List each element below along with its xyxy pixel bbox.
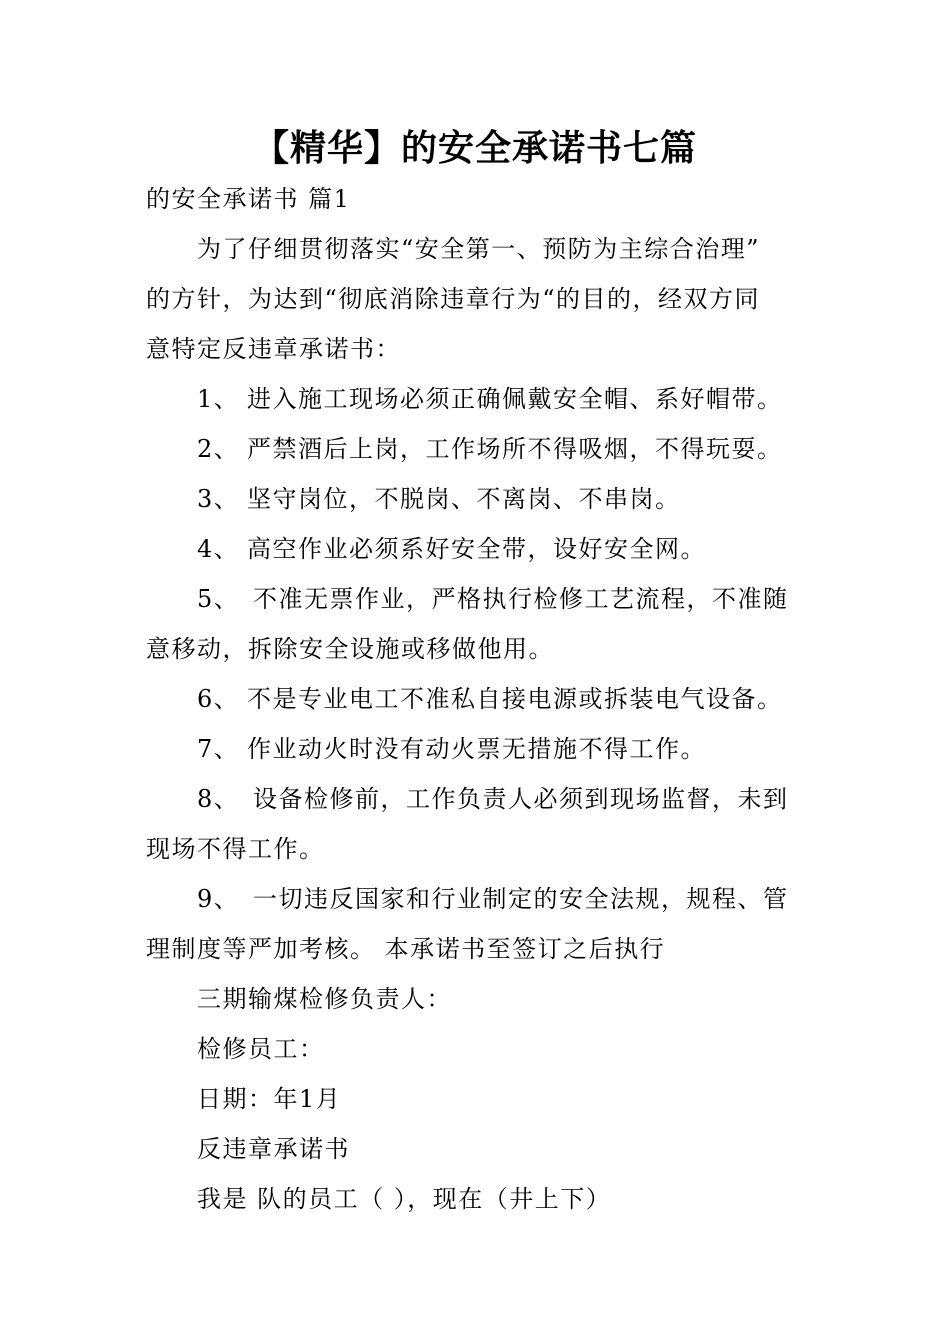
list-item-text: 作业动火时没有动火票无措施不得工作。 (247, 735, 706, 763)
list-item-1 (197, 381, 783, 417)
list-item-8-continuation: 现场不得工作。 (146, 835, 325, 863)
list-item-3 (197, 481, 681, 517)
list-item-text: 坚守岗位，不脱岗、不离岗、不串岗。 (247, 485, 681, 513)
list-item-8 (197, 781, 789, 817)
list-item-number: 7、 (197, 735, 240, 763)
list-item-number: 5、 (197, 585, 240, 613)
second-heading: 反违章承诺书 (197, 1135, 350, 1163)
section-heading: 的安全承诺书 篇1 (146, 185, 351, 213)
list-item-text: 设备检修前，工作负责人必须到现场监督，未到 (253, 785, 789, 813)
signature-leader: 三期输煤检修负责人： (197, 985, 452, 1013)
list-item-9-continuation: 理制度等严加考核。 本承诺书至签订之后执行 (146, 935, 666, 963)
list-item-6 (197, 681, 783, 717)
list-item-2 (197, 431, 783, 467)
list-item-9 (197, 881, 789, 917)
list-item-number: 4、 (197, 535, 240, 563)
list-item-text: 高空作业必须系好安全带，设好安全网。 (247, 535, 706, 563)
list-item-text: 不准无票作业，严格执行检修工艺流程，不准随 (253, 585, 789, 613)
list-item-number: 9、 (197, 885, 240, 913)
list-item-number: 3、 (197, 485, 240, 513)
second-intro: 我是 队的员工（ ），现在（井上下） (197, 1185, 612, 1213)
list-item-text: 不是专业电工不准私自接电源或拆装电气设备。 (247, 685, 783, 713)
list-item-text: 进入施工现场必须正确佩戴安全帽、系好帽带。 (247, 385, 783, 413)
list-item-number: 1、 (197, 385, 240, 413)
list-item-5 (197, 581, 789, 617)
list-item-number: 2、 (197, 435, 240, 463)
list-item-number: 6、 (197, 685, 240, 713)
intro-line-2: 的方针，为达到“彻底消除违章行为“的目的，经双方同 (146, 285, 761, 313)
list-item-number: 8、 (197, 785, 240, 813)
list-item-text: 严禁酒后上岗，工作场所不得吸烟，不得玩耍。 (247, 435, 783, 463)
list-item-5-continuation: 意移动，拆除安全设施或移做他用。 (146, 635, 554, 663)
signature-date: 日期：年1月 (197, 1085, 342, 1113)
signature-staff: 检修员工： (197, 1035, 325, 1063)
document-title: 【精华】的安全承诺书七篇 (252, 128, 697, 169)
list-item-text: 一切违反国家和行业制定的安全法规，规程、管 (253, 885, 789, 913)
list-item-4 (197, 531, 706, 567)
intro-line-3: 意特定反违章承诺书： (146, 335, 401, 363)
intro-line-1: 为了仔细贯彻落实“安全第一、预防为主综合治理” (197, 235, 761, 263)
list-item-7 (197, 731, 706, 767)
